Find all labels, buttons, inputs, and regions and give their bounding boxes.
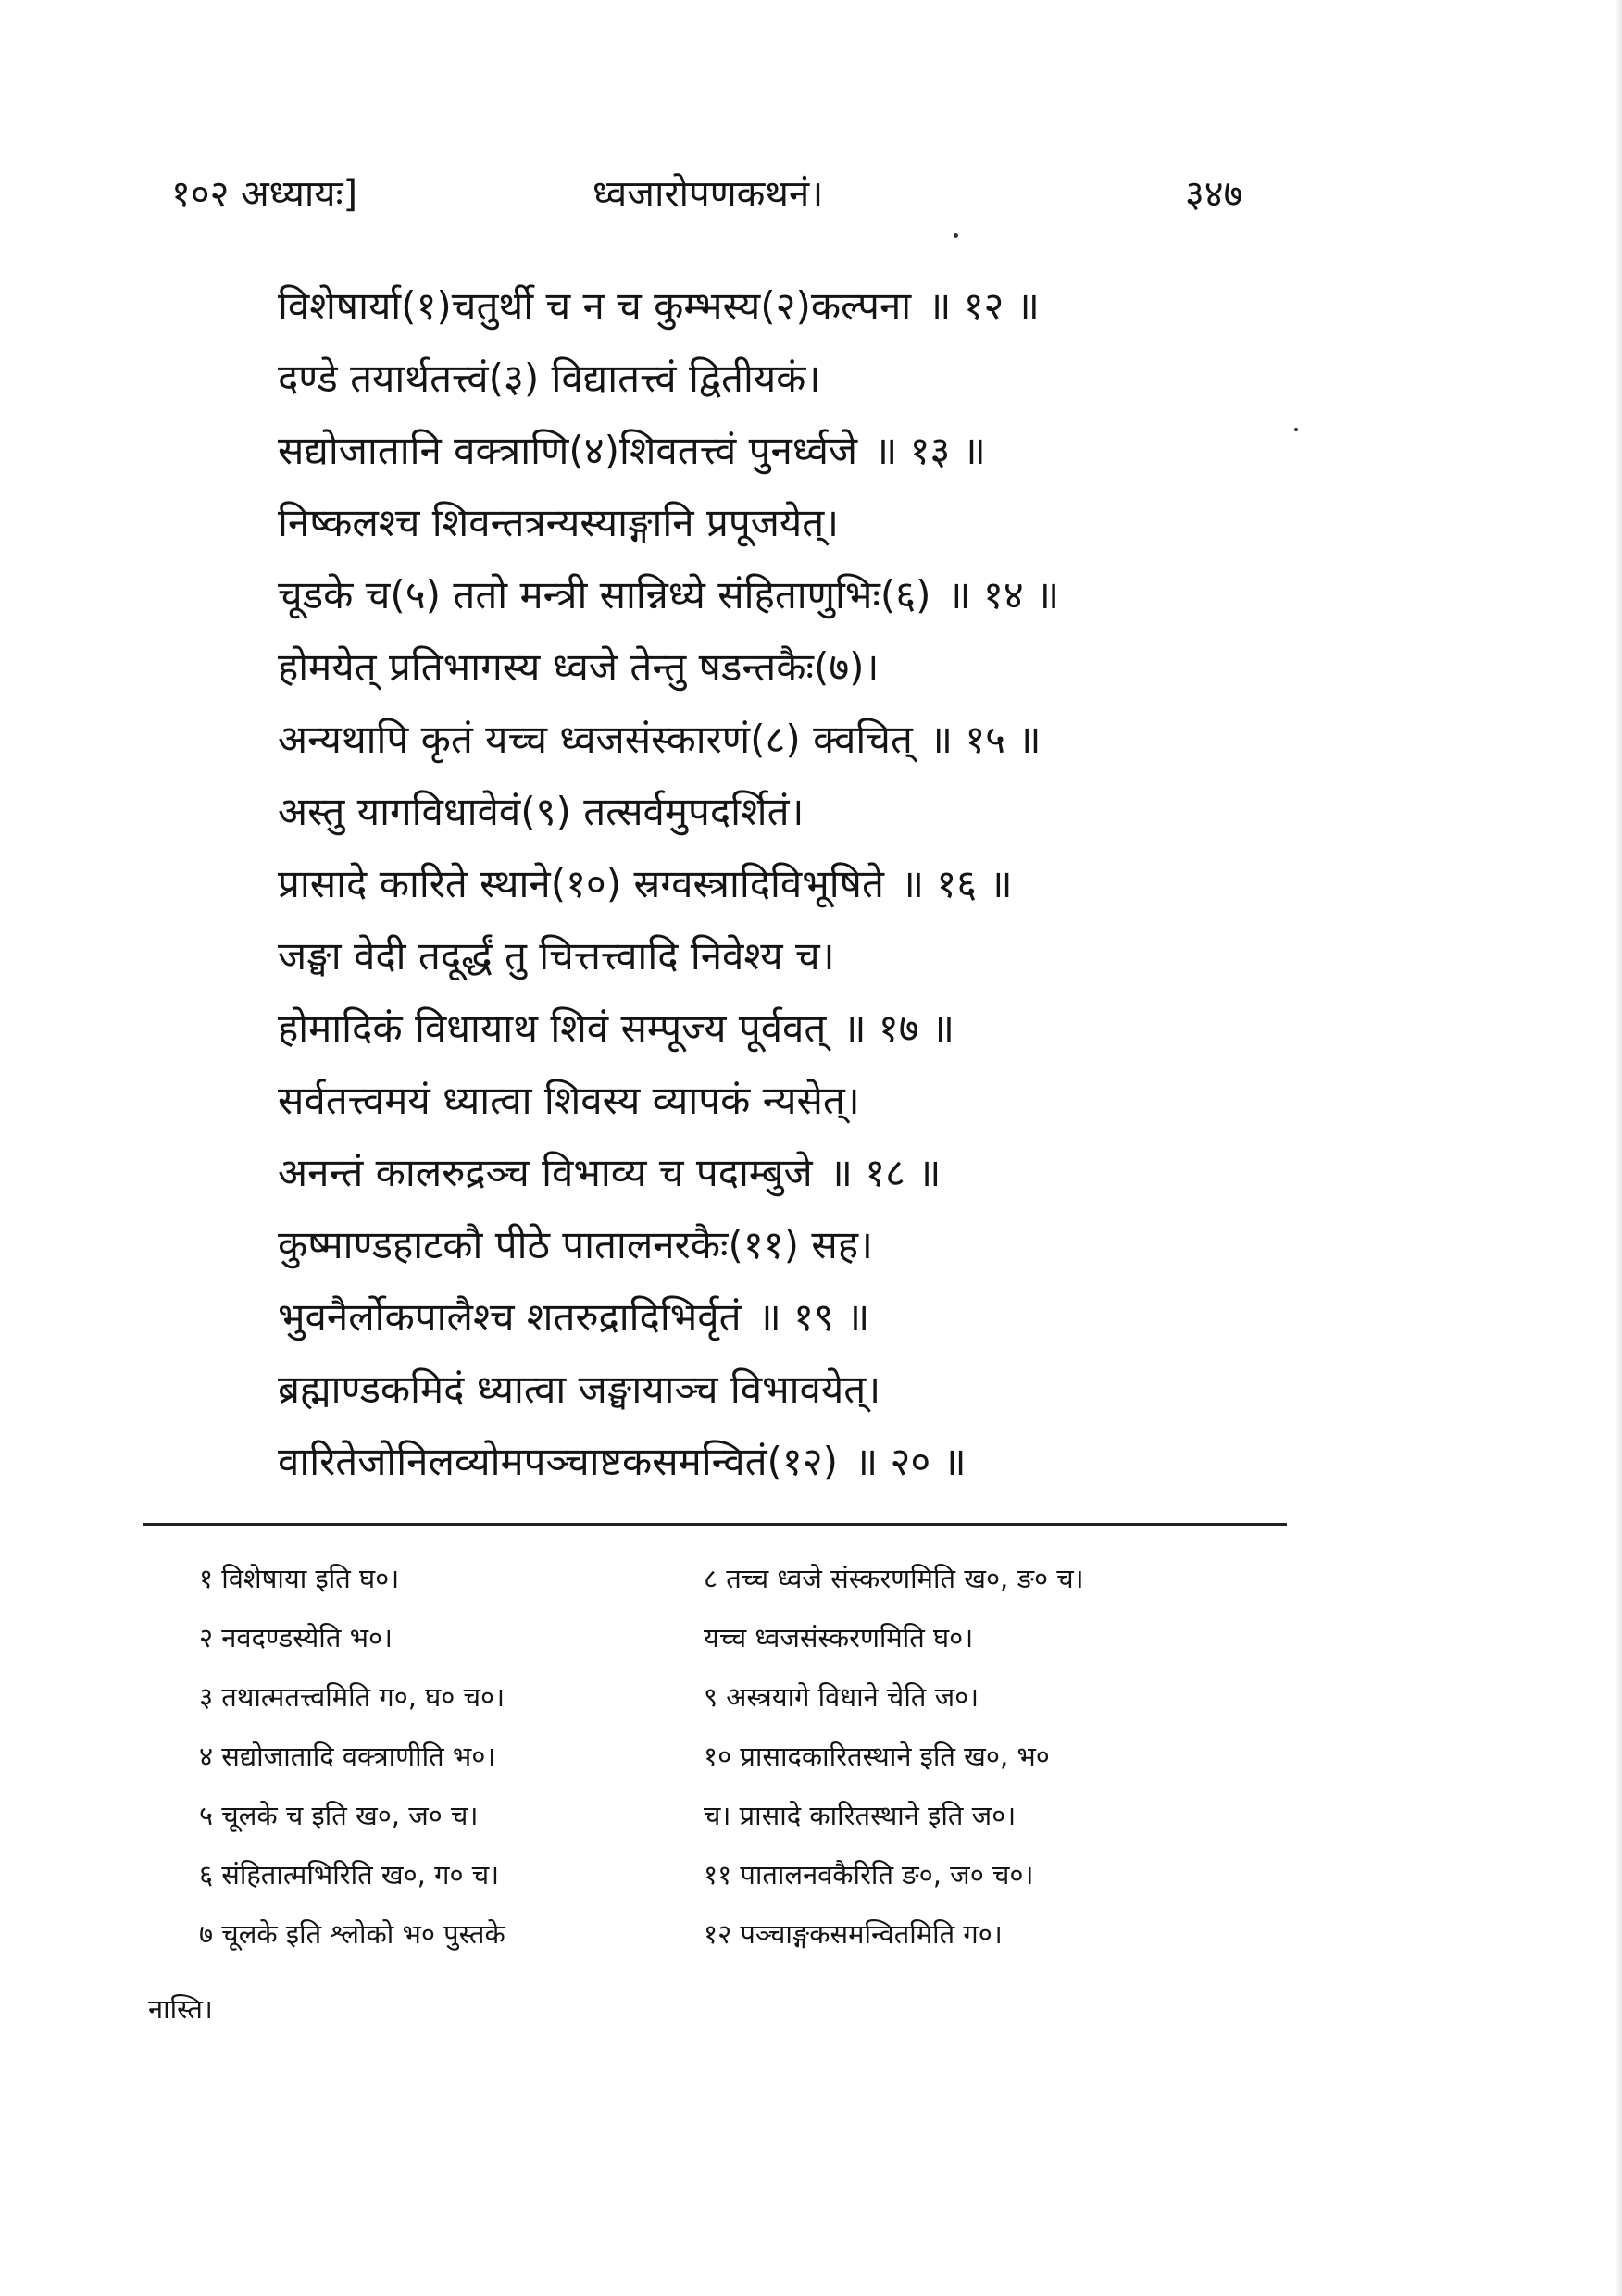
footnote-row bbox=[0, 1797, 1622, 1856]
verse-line bbox=[278, 1137, 1389, 1209]
verse-text: भुवनैर्लोकपालैश्च शतरुद्रादिभिर्वृतं bbox=[278, 1294, 742, 1340]
verse-text: जङ्घा वेदी तदूर्द्धं तु चित्तत्त्वादि निवेश्य च। bbox=[278, 933, 835, 979]
verse-block bbox=[278, 270, 1389, 1498]
verse-line bbox=[278, 1426, 1389, 1498]
footnote-row bbox=[0, 1738, 1622, 1797]
running-header bbox=[0, 167, 1622, 222]
header-title: ध्वजारोपणकथनं। bbox=[593, 173, 824, 216]
footnote-row bbox=[0, 1560, 1622, 1619]
verse-line bbox=[278, 343, 1389, 415]
footnote-right: १२ पञ्चाङ्गकसमन्वितमिति ग०। bbox=[704, 1918, 1003, 1950]
verse-text: होमादिकं विधायाथ शिवं सम्पूज्य पूर्ववत् bbox=[278, 1005, 827, 1051]
verse-line bbox=[278, 1209, 1389, 1281]
footnote-left: ५ चूलके च इति ख०, ज० च। bbox=[199, 1800, 479, 1831]
verse-number: ॥ १४ ॥ bbox=[947, 572, 1060, 618]
verse-text: अस्तु यागविधावेवं(९) तत्सर्वमुपदर्शितं। bbox=[278, 789, 805, 834]
verse-number: ॥ १३ ॥ bbox=[874, 428, 986, 473]
scan-speck bbox=[954, 233, 958, 238]
verse-text: वारितेजोनिलव्योमपञ्चाष्टकसमन्वितं(१२) bbox=[278, 1439, 838, 1484]
footnote-row bbox=[0, 1619, 1622, 1678]
verse-text: ब्रह्माण्डकमिदं ध्यात्वा जङ्घायाञ्च विभावयेत्। bbox=[278, 1366, 881, 1412]
footnote-left: ७ चूलके इति श्लोको भ० पुस्तके bbox=[199, 1918, 505, 1950]
footnote-left: २ नवदण्डस्येति भ०। bbox=[199, 1622, 393, 1653]
verse-number: ॥ १६ ॥ bbox=[900, 861, 1013, 906]
footnote-left: ६ संहितात्मभिरिति ख०, ग० च। bbox=[199, 1859, 500, 1890]
footnote-divider bbox=[143, 1523, 1287, 1526]
footnotes bbox=[0, 1560, 1622, 1975]
verse-line bbox=[278, 487, 1389, 559]
footnote-row bbox=[0, 1856, 1622, 1915]
footnote-right: च। प्रासादे कारितस्थाने इति ज०। bbox=[704, 1800, 1017, 1831]
footnote-continuation: नास्ति। bbox=[148, 1993, 213, 2025]
footnote-row bbox=[0, 1915, 1622, 1975]
verse-line bbox=[278, 776, 1389, 848]
verse-number: ॥ १२ ॥ bbox=[928, 283, 1040, 329]
verse-text: कुष्माण्डहाटकौ पीठे पातालनरकैः(११) सह। bbox=[278, 1222, 873, 1267]
verse-text: चूडके च(५) ततो मन्त्री सान्निध्ये संहिताणुभिः(६) bbox=[278, 572, 931, 618]
verse-line bbox=[278, 415, 1389, 487]
verse-line bbox=[278, 848, 1389, 920]
footnote-right: १० प्रासादकारितस्थाने इति ख०, भ० bbox=[704, 1741, 1050, 1772]
verse-line bbox=[278, 920, 1389, 992]
verse-text: सर्वतत्त्वमयं ध्यात्वा शिवस्य व्यापकं न्यसेत्। bbox=[278, 1078, 860, 1123]
footnote-right: ९ अस्त्रयागे विधाने चेति ज०। bbox=[704, 1681, 979, 1713]
verse-line bbox=[278, 559, 1389, 631]
verse-line bbox=[278, 1281, 1389, 1354]
verse-text: होमयेत् प्रतिभागस्य ध्वजे तेन्तु षडन्तकैः(७)। bbox=[278, 644, 880, 690]
verse-text: सद्योजातानि वक्त्राणि(४)शिवतत्त्वं पुनर्ध्वजे bbox=[278, 428, 858, 473]
verse-number: ॥ १८ ॥ bbox=[829, 1150, 942, 1195]
verse-line bbox=[278, 270, 1389, 343]
footnote-left: ३ तथात्मतत्त्वमिति ग०, घ० च०। bbox=[199, 1681, 505, 1713]
chapter-label: १०२ अध्यायः] bbox=[171, 173, 358, 216]
verse-number: ॥ २० ॥ bbox=[854, 1439, 967, 1484]
verse-text: विशेषार्या(१)चतुर्थी च न च कुम्भस्य(२)कल्पना bbox=[278, 283, 912, 329]
footnote-left: ४ सद्योजातादि वक्त्राणीति भ०। bbox=[199, 1741, 496, 1772]
verse-text: निष्कलश्च शिवन्तत्रन्यस्याङ्गानि प्रपूजयेत्। bbox=[278, 500, 840, 545]
verse-line bbox=[278, 992, 1389, 1065]
footnote-left: १ विशेषाया इति घ०। bbox=[199, 1563, 400, 1594]
footnote-right: ११ पातालनवकैरिति ङ०, ज० च०। bbox=[704, 1859, 1034, 1890]
footnote-right: यच्च ध्वजसंस्करणमिति घ०। bbox=[704, 1622, 974, 1653]
verse-line bbox=[278, 1065, 1389, 1137]
verse-text: प्रासादे कारिते स्थाने(१०) स्रग्वस्त्रादिविभूषिते bbox=[278, 861, 884, 906]
footnote-right: ८ तच्च ध्वजे संस्करणमिति ख०, ङ० च। bbox=[704, 1563, 1084, 1594]
verse-number: ॥ १७ ॥ bbox=[842, 1005, 955, 1051]
verse-text: अनन्तं कालरुद्रञ्च विभाव्य च पदाम्बुजे bbox=[278, 1150, 813, 1195]
page-number: ३४७ bbox=[1185, 173, 1243, 216]
verse-line bbox=[278, 1354, 1389, 1426]
verse-line bbox=[278, 704, 1389, 776]
verse-number: ॥ १९ ॥ bbox=[757, 1294, 870, 1340]
verse-text: दण्डे तयार्थतत्त्वं(३) विद्यातत्त्वं द्वितीयकं। bbox=[278, 356, 821, 401]
verse-line bbox=[278, 631, 1389, 704]
footnote-row bbox=[0, 1678, 1622, 1738]
verse-number: ॥ १५ ॥ bbox=[929, 717, 1042, 762]
verse-text: अन्यथापि कृतं यच्च ध्वजसंस्कारणं(८) क्वचित् bbox=[278, 717, 913, 762]
